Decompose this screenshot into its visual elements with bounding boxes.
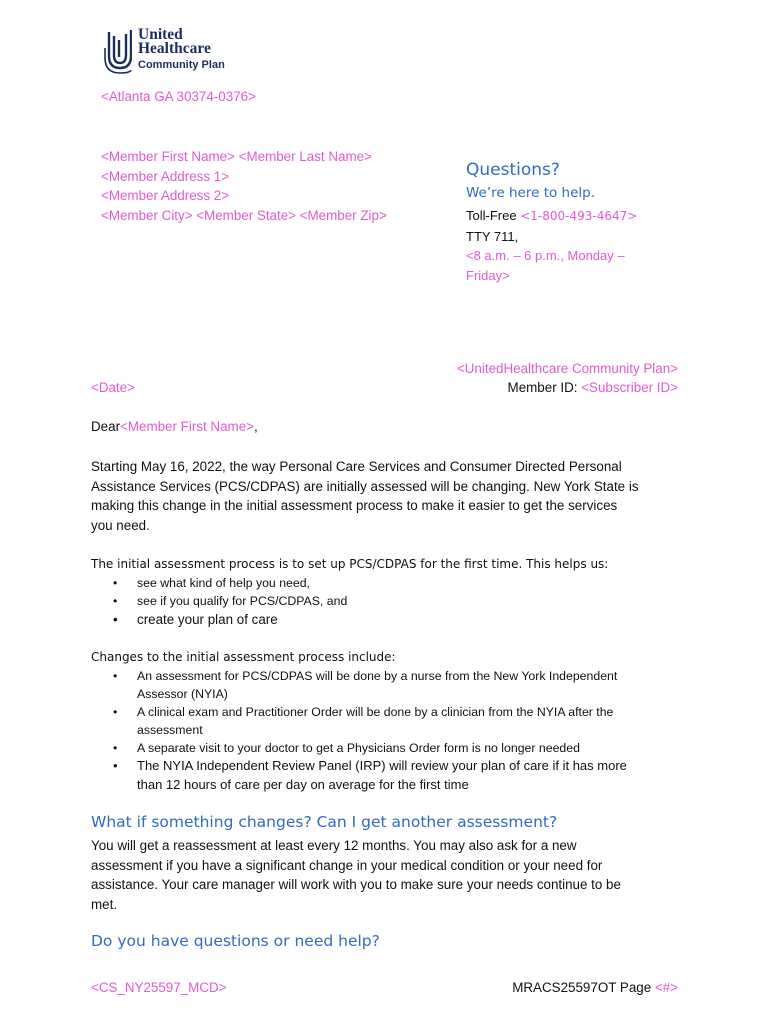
list-item: • The NYIA Independent Review Panel (IRP) will review your plan of care if it has more than 12 hours of care per day on average for the first time <box>113 758 627 792</box>
paragraph-line: met. <box>91 896 118 912</box>
list-item: • create your plan of care <box>113 612 278 627</box>
plan-name: <UnitedHealthcare Community Plan> <box>456 361 678 376</box>
list-item: • An assessment for PCS/CDPAS will be done by a nurse from the New York Independent Assessor (NYIA) <box>113 669 618 701</box>
salutation-dear: Dear <box>91 419 121 434</box>
paragraph-line: you need. <box>91 517 150 533</box>
paragraph-intro <box>91 457 639 535</box>
paragraph-reassessment <box>91 836 621 914</box>
list-item: • A separate visit to your doctor to get a Physicians Order form is no longer needed <box>113 741 580 755</box>
footer-code: <CS_NY25597_MCD> <box>91 980 227 995</box>
list-item: • see if you qualify for PCS/CDPAS, and <box>113 594 348 608</box>
help-subtitle: We’re here to help. <box>466 185 596 201</box>
member-id-value: <Subscriber ID> <box>581 380 678 395</box>
return-address: <Atlanta GA 30374-0376> <box>101 89 256 104</box>
bullet-list <box>91 574 608 629</box>
initial-assessment-section <box>91 555 608 629</box>
member-address-1: <Member Address 1> <box>101 168 230 184</box>
section-intro: The initial assessment process is to set up PCS/CDPAS for the first time. This helps us: <box>91 557 609 571</box>
heading-questions: Do you have questions or need help? <box>91 932 380 950</box>
letter-date: <Date> <box>91 380 135 395</box>
logo-line-3: Community Plan <box>138 59 225 71</box>
member-id <box>508 380 678 395</box>
member-address-2: <Member Address 2> <box>101 188 230 203</box>
tollfree-number[interactable]: <1-800-493-4647> <box>520 209 638 223</box>
tollfree-label: Toll-Free <box>466 208 517 223</box>
logo-line-2: Healthcare <box>138 40 211 57</box>
bullet-list <box>91 667 627 794</box>
footer-page <box>512 980 678 995</box>
tollfree-line <box>466 206 637 227</box>
changes-section <box>91 648 627 794</box>
salutation-comma: , <box>253 419 258 434</box>
footer-doc-id: MRACS25597OT Page <box>512 980 652 995</box>
paragraph-line: Assistance Services (PCS/CDPAS) are initially assessed will be changing. New York State is <box>91 478 639 494</box>
logo-wordmark <box>138 28 225 72</box>
tty-line: TTY 711, <box>466 228 519 244</box>
salutation-name: <Member First Name> <box>120 419 254 434</box>
hours-line-1: <8 a.m. – 6 p.m., Monday – <box>466 248 625 263</box>
list-item: • see what kind of help you need, <box>113 576 310 590</box>
hours-line-2: Friday> <box>466 267 510 283</box>
paragraph-line: assessment if you have a significant change in your medical condition or your need for <box>91 857 603 873</box>
questions-box <box>466 160 637 285</box>
unitedhealthcare-logo <box>104 28 244 76</box>
member-name: <Member First Name> <Member Last Name> <box>101 149 372 164</box>
section-intro: Changes to the initial assessment process include: <box>91 650 396 664</box>
paragraph-line: You will get a reassessment at least every 12 months. You may also ask for a new <box>91 838 577 853</box>
paragraph-line: Starting May 16, 2022, the way Personal Care Services and Consumer Directed Personal <box>91 459 622 474</box>
member-id-label: Member ID: <box>507 380 578 395</box>
uhc-logo-mark-icon <box>104 28 132 74</box>
footer-page-number: <#> <box>654 980 678 995</box>
logo-line-1: United <box>138 26 183 43</box>
list-item: • A clinical exam and Practitioner Order will be done by a clinician from the NYIA after the assessment <box>113 705 614 737</box>
paragraph-line: assistance. Your care manager will work with you to make sure your needs continue to be <box>91 877 621 892</box>
paragraph-line: making this change in the initial assessment process to make it easier to get the services <box>91 498 618 513</box>
heading-reassessment: What if something changes? Can I get another assessment? <box>91 813 558 831</box>
member-address-block <box>101 147 387 225</box>
questions-title: Questions? <box>466 160 560 180</box>
member-city-state-zip: <Member City> <Member State> <Member Zip> <box>101 207 387 223</box>
salutation <box>91 419 258 434</box>
